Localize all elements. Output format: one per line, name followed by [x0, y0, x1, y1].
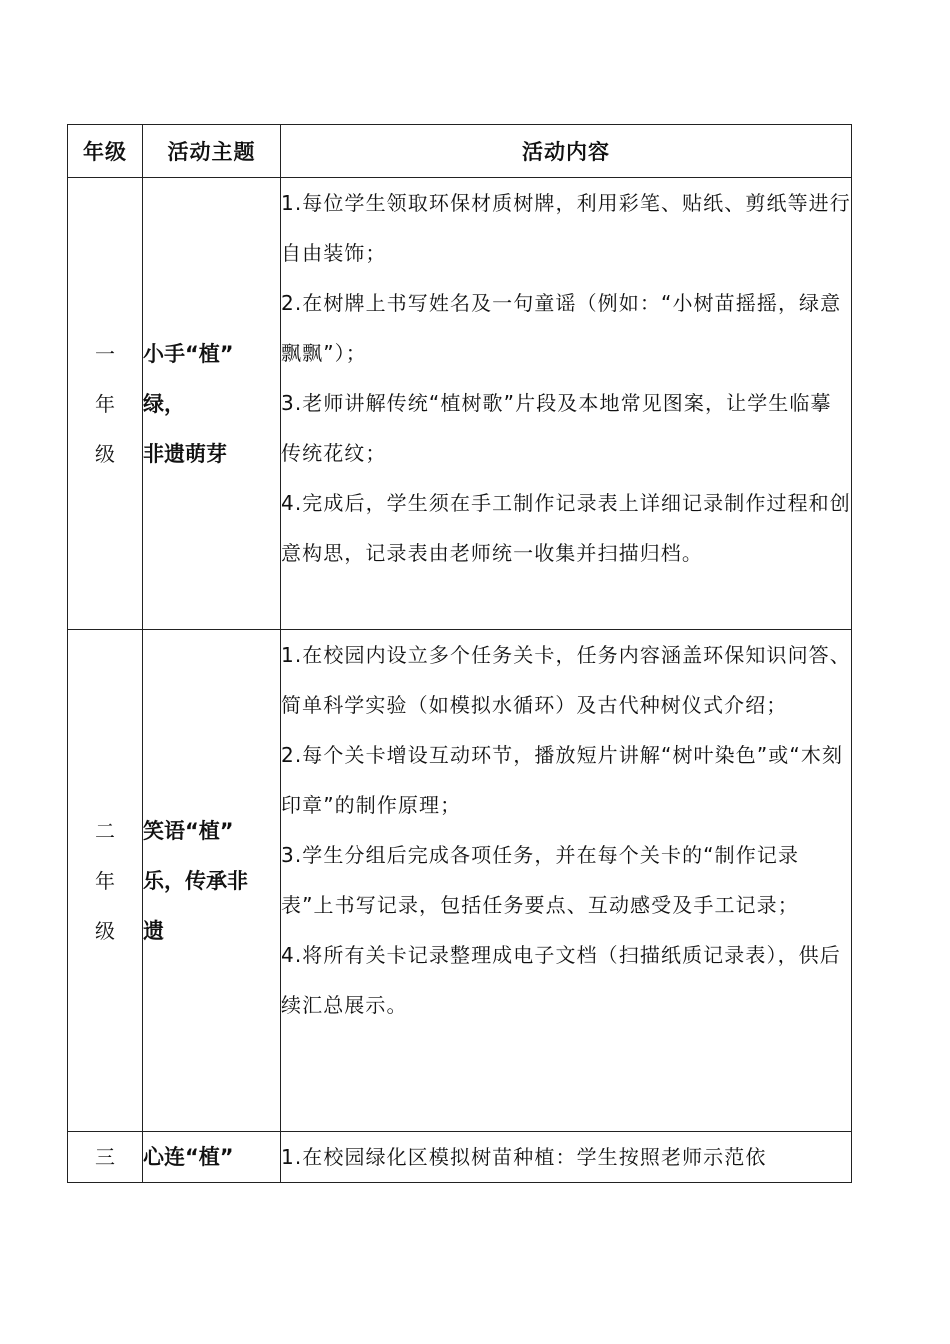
activity-item: 2.在树牌上书写姓名及一句童谣（例如：“小树苗摇摇，绿意飘飘”）；	[281, 291, 842, 365]
content-cell	[281, 178, 852, 630]
grade-label: 三	[95, 1145, 115, 1169]
activity-table	[67, 124, 852, 1183]
header-grade: 年级	[68, 125, 143, 178]
theme-cell	[143, 178, 281, 630]
grade-cell	[68, 1132, 143, 1183]
content-cell	[281, 630, 852, 1132]
table-row-grade-two	[68, 630, 852, 1132]
grade-label: 一年级	[95, 341, 115, 466]
grade-label: 二年级	[95, 818, 115, 943]
table-header-row	[68, 125, 852, 178]
activity-item: 1.在校园内设立多个任务关卡，任务内容涵盖环保知识问答、简单科学实验（如模拟水循环）及古代种树仪式介绍；	[281, 643, 851, 717]
grade-cell	[68, 178, 143, 630]
activity-item: 4.将所有关卡记录整理成电子文档（扫描纸质记录表），供后续汇总展示。	[281, 943, 841, 1017]
theme-label: 笑语“植” 乐，传承非 遗	[143, 818, 248, 943]
activity-item: 1.每位学生领取环保材质树牌，利用彩笔、贴纸、剪纸等进行自由装饰；	[281, 191, 851, 265]
activity-item: 3.学生分组后完成各项任务，并在每个关卡的“制作记录表”上书写记录，包括任务要点、互动感受及手工记录；	[281, 843, 800, 917]
table-row-grade-three	[68, 1132, 852, 1183]
content-cell	[281, 1132, 852, 1183]
theme-label: 心连“植”	[143, 1145, 234, 1169]
header-theme: 活动主题	[143, 125, 281, 178]
activity-item: 4.完成后，学生须在手工制作记录表上详细记录制作过程和创意构思，记录表由老师统一收集并扫描归档。	[281, 491, 851, 565]
activity-item: 1.在校园绿化区模拟树苗种植：学生按照老师示范依	[281, 1145, 767, 1169]
activity-item: 2.每个关卡增设互动环节，播放短片讲解“树叶染色”或“木刻印章”的制作原理；	[281, 743, 844, 817]
activity-item: 3.老师讲解传统“植树歌”片段及本地常见图案，让学生临摹传统花纹；	[281, 391, 832, 465]
table-row-grade-one	[68, 178, 852, 630]
grade-cell	[68, 630, 143, 1132]
theme-cell	[143, 630, 281, 1132]
header-content: 活动内容	[281, 125, 852, 178]
theme-label: 小手“植” 绿， 非遗萌芽	[143, 341, 234, 466]
theme-cell	[143, 1132, 281, 1183]
